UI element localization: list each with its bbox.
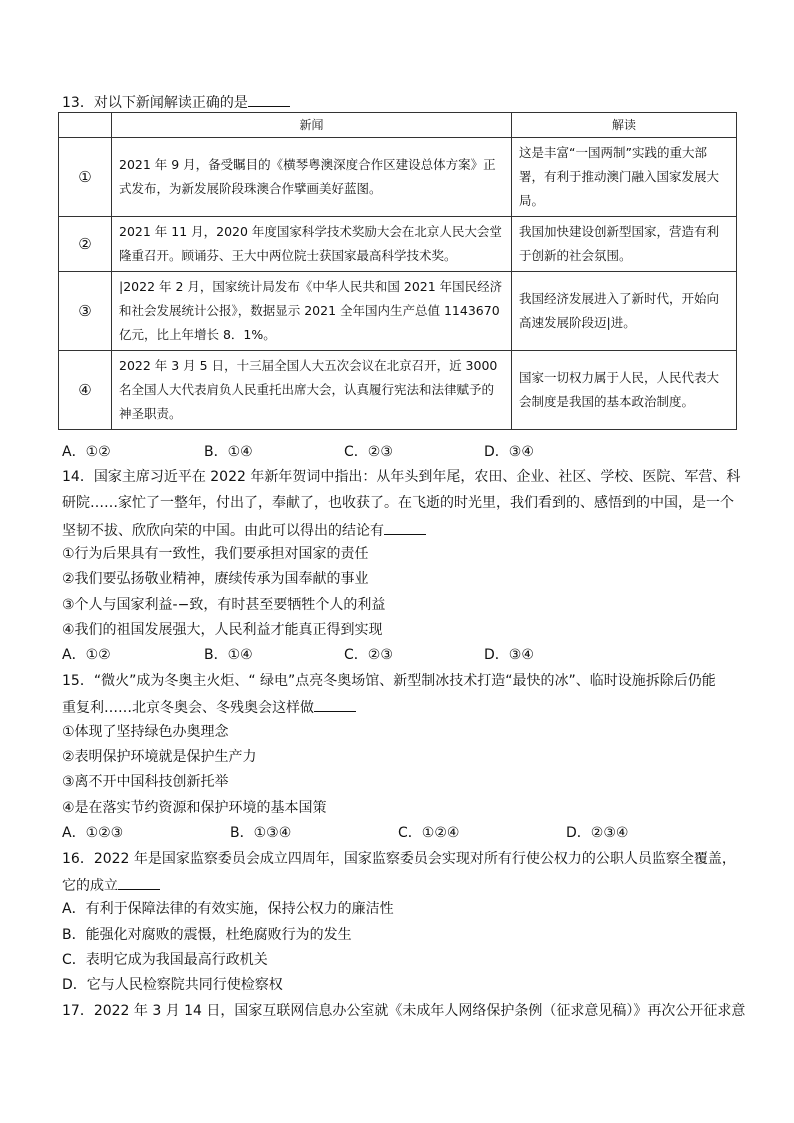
interpretation-cell: 我国经济发展进入了新时代，开始向高速发展阶段迈|进。 — [512, 272, 737, 351]
q14-stem-text: 坚韧不拔、欣欣向荣的中国。由此可以得出的结论有 — [62, 523, 384, 539]
option-b[interactable]: B．①④ — [204, 444, 253, 460]
answer-blank — [314, 697, 356, 712]
q14-stem-line-2: 研院……家忙了一整年，付出了，奉献了，也收获了。在飞逝的时光里，我们看到的、感悟到的中国，是一个 — [62, 495, 734, 511]
header-interpretation: 解读 — [512, 113, 737, 138]
q14-item-4: ④我们的祖国发展强大，人民利益才能真正得到实现 — [62, 622, 383, 638]
row-number: ① — [59, 138, 112, 217]
option-a[interactable]: A．①②③ — [62, 825, 124, 841]
q15-item-2: ②表明保护环境就是保护生产力 — [62, 749, 257, 765]
q16-choice-b[interactable]: B．能强化对腐败的震慑，杜绝腐败行为的发生 — [62, 927, 352, 943]
row-number: ② — [59, 217, 112, 272]
row-number: ④ — [59, 351, 112, 430]
table-header-row — [59, 113, 737, 138]
header-news: 新闻 — [112, 113, 512, 138]
q13-stem — [62, 92, 290, 112]
interpretation-cell: 这是丰富“一国两制”实践的重大部署，有利于推动澳门融入国家发展大局。 — [512, 138, 737, 217]
q16-stem-line-1: 16．2022 年是国家监察委员会成立四周年，国家监察委员会实现对所有行使公权力的公职人员监察全覆盖， — [62, 851, 736, 867]
q14-stem-line-3 — [62, 520, 426, 540]
option-b[interactable]: B．①④ — [204, 647, 253, 663]
option-d[interactable]: D．③④ — [484, 444, 534, 460]
q13-stem-text: 13．对以下新闻解读正确的是 — [62, 95, 248, 111]
interpretation-cell: 国家一切权力属于人民，人民代表大会制度是我国的基本政治制度。 — [512, 351, 737, 430]
q15-stem-text: 重复利……北京冬奥会、冬残奥会这样做 — [62, 700, 314, 716]
q15-item-1: ①体现了坚持绿色办奥理念 — [62, 724, 229, 740]
q15-stem-line-2 — [62, 697, 356, 717]
answer-blank — [118, 875, 160, 890]
answer-blank — [384, 520, 426, 535]
option-a[interactable]: A．①② — [62, 647, 111, 663]
table-row — [59, 272, 737, 351]
table-row — [59, 351, 737, 430]
option-d[interactable]: D．②③④ — [566, 825, 629, 841]
q14-stem-line-1: 14．国家主席习近平在 2022 年新年贺词中指出：从年头到年尾，农田、企业、社区、学校、医院、军营、科 — [62, 469, 741, 485]
table-row — [59, 138, 737, 217]
news-cell: 2021 年 11 月，2020 年度国家科学技术奖励大会在北京人民大会堂隆重召开。顾诵芬、王大中两位院士获国家最高科学技术奖。 — [112, 217, 512, 272]
option-c[interactable]: C．②③ — [344, 444, 393, 460]
header-num — [59, 113, 112, 138]
q16-choice-d[interactable]: D．它与人民检察院共同行使检察权 — [62, 977, 283, 993]
option-c[interactable]: C．②③ — [344, 647, 393, 663]
q16-choice-a[interactable]: A．有利于保障法律的有效实施，保持公权力的廉洁性 — [62, 901, 394, 917]
row-number: ③ — [59, 272, 112, 351]
q16-choice-c[interactable]: C．表明它成为我国最高行政机关 — [62, 952, 268, 968]
q14-item-3: ③个人与国家利益-−致，有时甚至要牺牲个人的利益 — [62, 597, 386, 613]
news-cell: |2022 年 2 月，国家统计局发布《中华人民共和国 2021 年国民经济和社会发展统计公报》，数据显示 2021 全年国内生产总值 1143670 亿元，比上年增长 8．1%。 — [112, 272, 512, 351]
q15-item-3: ③离不开中国科技创新托举 — [62, 774, 229, 790]
q15-item-4: ④是在落实节约资源和保护环境的基本国策 — [62, 800, 327, 816]
option-c[interactable]: C．①②④ — [398, 825, 460, 841]
q13-news-table — [58, 112, 737, 430]
q14-item-1: ①行为后果具有一致性，我们要承担对国家的责任 — [62, 546, 369, 562]
option-d[interactable]: D．③④ — [484, 647, 534, 663]
option-a[interactable]: A．①② — [62, 444, 111, 460]
option-b[interactable]: B．①③④ — [230, 825, 292, 841]
q16-stem-text: 它的成立 — [62, 878, 118, 894]
news-cell: 2021 年 9 月，备受瞩目的《横琴粤澳深度合作区建设总体方案》正式发布，为新发展阶段珠澳合作擘画美好蓝图。 — [112, 138, 512, 217]
q14-item-2: ②我们要弘扬敬业精神，赓续传承为国奉献的事业 — [62, 571, 369, 587]
answer-blank — [248, 92, 290, 107]
news-cell: 2022 年 3 月 5 日，十三届全国人大五次会议在北京召开，近 3000 名全国人大代表肩负人民重托出席大会，认真履行宪法和法律赋予的神圣职责。 — [112, 351, 512, 430]
q17-stem-line-1: 17．2022 年 3 月 14 日，国家互联网信息办公室就《未成年人网络保护条例（征求意见稿）》再次公开征求意 — [62, 1003, 746, 1019]
q16-stem-line-2 — [62, 875, 160, 895]
table-row — [59, 217, 737, 272]
interpretation-cell: 我国加快建设创新型国家，营造有利于创新的社会氛围。 — [512, 217, 737, 272]
q15-stem-line-1: 15．“微火”成为冬奥主火炬、“ 绿电”点亮冬奥场馆、新型制冰技术打造“最快的冰”、临时设施拆除后仍能 — [62, 673, 716, 689]
